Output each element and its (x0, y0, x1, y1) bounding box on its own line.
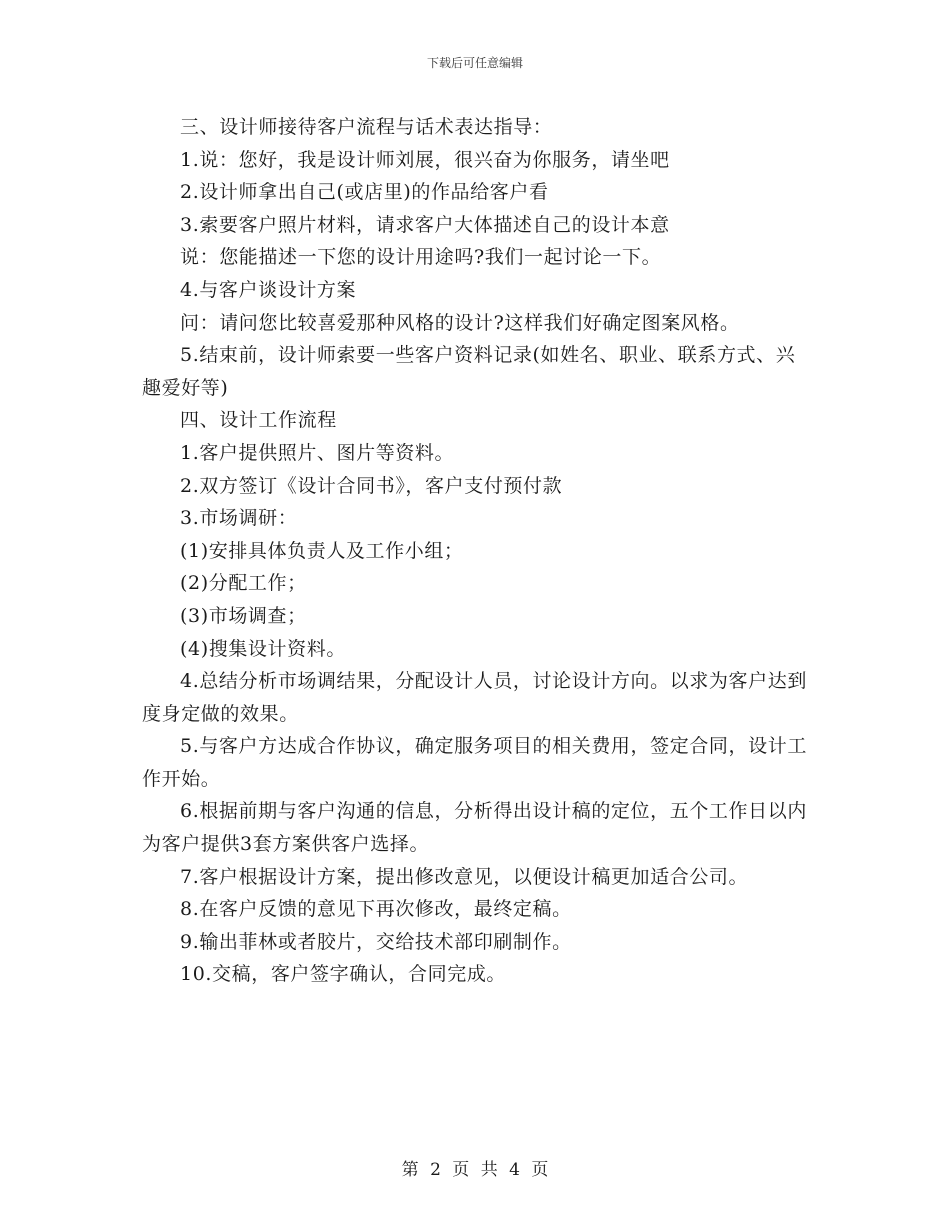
page-number: 第 2 页 共 4 页 (401, 1160, 549, 1180)
paragraph: 3.索要客户照片材料，请求客户大体描述自己的设计本意 (180, 213, 670, 236)
paragraph: (1)安排具体负责人及工作小组； (180, 539, 464, 562)
paragraph: 3.市场调研： (180, 507, 298, 530)
paragraph: 1.说：您好，我是设计师刘展，很兴奋为你服务，请坐吧 (180, 148, 670, 171)
paragraph: 6.根据前期与客户沟通的信息，分析得出设计稿的定位，五个工作日以内为客户提供3套方案供客户选择。 (142, 800, 807, 856)
paragraph: (2)分配工作； (180, 572, 307, 595)
paragraph: 5.结束前，设计师索要一些客户资料记录(如姓名、职业、联系方式、兴趣爱好等) (142, 344, 796, 399)
paragraph: (4)搜集设计资料。 (180, 637, 346, 660)
paragraph: 10.交稿，客户签字确认，合同完成。 (180, 963, 507, 986)
paragraph: (3)市场调查； (180, 604, 307, 627)
paragraph: 5.与客户方达成合作协议，确定服务项目的相关费用，签定合同，设计工作开始。 (142, 735, 807, 790)
section-heading-reception: 三、设计师接待客户流程与话术表达指导： (180, 116, 553, 138)
section-heading-workflow: 四、设计工作流程 (180, 409, 337, 432)
paragraph: 问：请问您比较喜爱那种风格的设计?这样我们好确定图案风格。 (180, 311, 740, 334)
page-header: 下载后可任意编辑 (426, 56, 523, 70)
paragraph: 9.输出菲林或者胶片，交给技术部印刷制作。 (180, 930, 572, 953)
paragraph: 8.在客户反馈的意见下再次修改，最终定稿。 (180, 898, 572, 921)
paragraph: 说：您能描述一下您的设计用途吗?我们一起讨论一下。 (180, 246, 662, 269)
document-body (142, 111, 812, 991)
paragraph: 4.与客户谈设计方案 (180, 278, 357, 301)
paragraph: 4.总结分析市场调结果，分配设计人员，讨论设计方向。以求为客户达到度身定做的效果。 (142, 670, 807, 725)
paragraph: 2.双方签订《设计合同书》，客户支付预付款 (180, 474, 563, 497)
paragraph: 1.客户提供照片、图片等资料。 (180, 441, 455, 464)
paragraph: 7.客户根据设计方案，提出修改意见，以便设计稿更加适合公司。 (180, 865, 749, 888)
paragraph: 2.设计师拿出自己(或店里)的作品给客户看 (180, 181, 549, 204)
